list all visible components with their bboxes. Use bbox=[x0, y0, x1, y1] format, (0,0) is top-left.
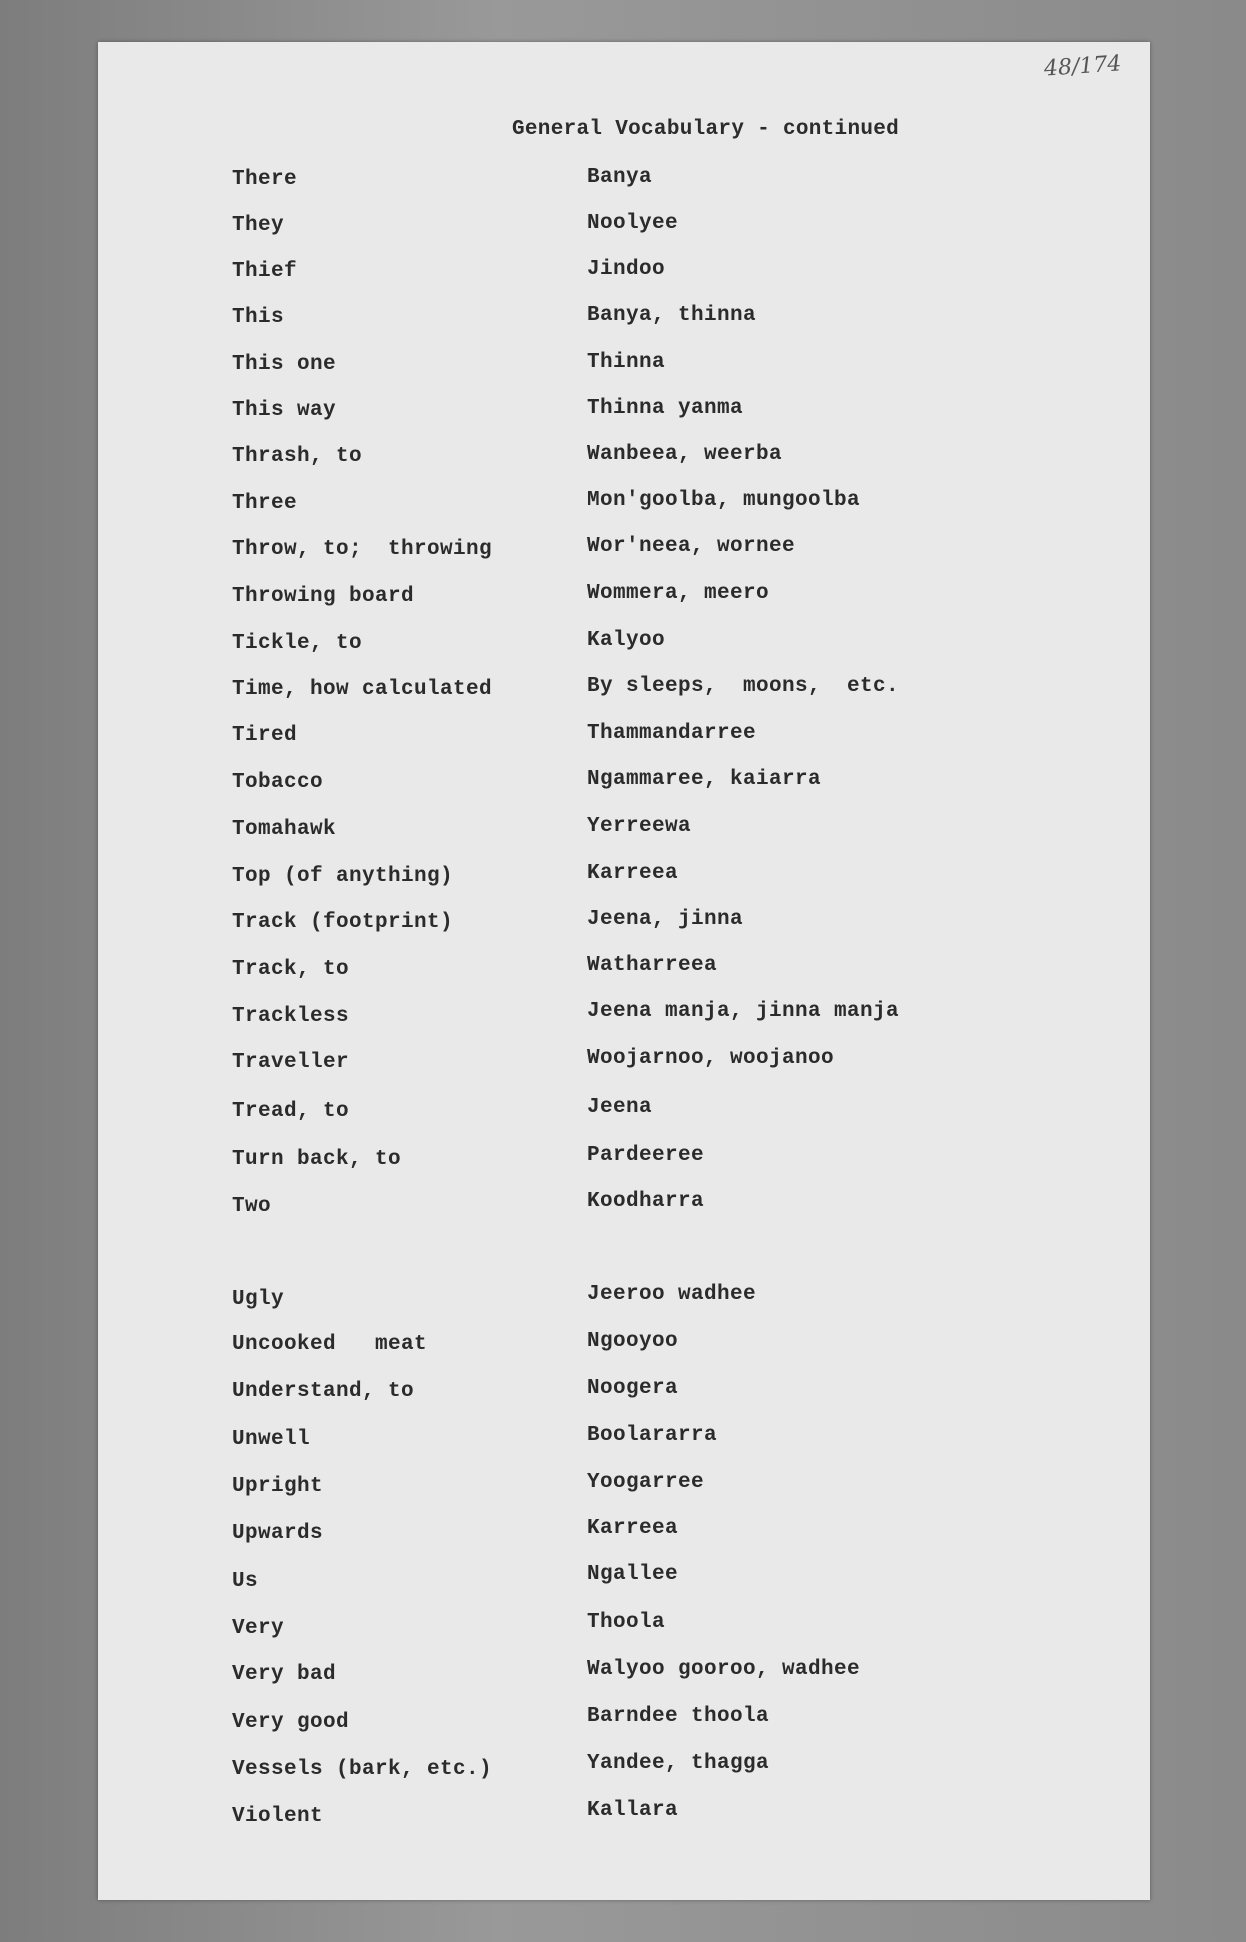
vocab-term: This one bbox=[232, 353, 337, 376]
vocab-term: Throw, to; throwing bbox=[232, 538, 493, 561]
vocab-term: Tickle, to bbox=[232, 632, 363, 655]
vocab-translation: Noolyee bbox=[587, 212, 679, 235]
vocab-translation: Jeena manja, jinna manja bbox=[587, 1000, 900, 1023]
vocab-term: Uncooked meat bbox=[232, 1333, 428, 1356]
vocab-term: Upwards bbox=[232, 1522, 324, 1545]
vocab-term: Turn back, to bbox=[232, 1148, 402, 1171]
vocab-translation: Koodharra bbox=[587, 1190, 705, 1213]
vocab-term: Three bbox=[232, 492, 298, 515]
vocab-translation: Kallara bbox=[587, 1799, 679, 1822]
vocab-translation: Banya bbox=[587, 166, 653, 189]
vocab-translation: Wor'neea, wornee bbox=[587, 535, 796, 558]
vocab-translation: Thinna yanma bbox=[587, 397, 744, 420]
vocab-term: They bbox=[232, 214, 285, 237]
vocab-term: Very bad bbox=[232, 1663, 337, 1686]
vocab-term: Track, to bbox=[232, 958, 350, 981]
vocab-term: Top (of anything) bbox=[232, 865, 454, 888]
vocab-term: Vessels (bark, etc.) bbox=[232, 1758, 493, 1781]
vocab-translation: Yandee, thagga bbox=[587, 1752, 770, 1775]
page-number: 48/174 bbox=[1043, 51, 1123, 82]
vocab-term: Tobacco bbox=[232, 771, 324, 794]
vocab-translation: Yerreewa bbox=[587, 815, 692, 838]
vocab-translation: Jindoo bbox=[587, 258, 666, 281]
vocab-translation: By sleeps, moons, etc. bbox=[587, 675, 900, 698]
vocab-translation: Wommera, meero bbox=[587, 582, 770, 605]
vocab-translation: Woojarnoo, woojanoo bbox=[587, 1047, 835, 1070]
vocab-translation: Kalyoo bbox=[587, 629, 666, 652]
vocab-translation: Walyoo gooroo, wadhee bbox=[587, 1658, 861, 1681]
vocab-term: Tired bbox=[232, 724, 298, 747]
vocab-translation: Boolararra bbox=[587, 1424, 718, 1447]
vocab-translation: Wanbeea, weerba bbox=[587, 443, 783, 466]
vocab-translation: Mon'goolba, mungoolba bbox=[587, 489, 861, 512]
vocab-term: Ugly bbox=[232, 1288, 285, 1311]
vocab-term: Thrash, to bbox=[232, 445, 363, 468]
vocab-term: Very bbox=[232, 1617, 285, 1640]
vocab-term: There bbox=[232, 168, 298, 191]
vocab-term: Trackless bbox=[232, 1005, 350, 1028]
vocab-translation: Jeena bbox=[587, 1096, 653, 1119]
vocab-term: Throwing board bbox=[232, 585, 415, 608]
vocab-term: Very good bbox=[232, 1711, 350, 1734]
vocab-term: Upright bbox=[232, 1475, 324, 1498]
vocab-term: Violent bbox=[232, 1805, 324, 1828]
vocab-translation: Karreea bbox=[587, 1517, 679, 1540]
vocab-translation: Ngooyoo bbox=[587, 1330, 679, 1353]
vocab-translation: Thinna bbox=[587, 351, 666, 374]
vocab-term: Tomahawk bbox=[232, 818, 337, 841]
vocab-term: Understand, to bbox=[232, 1380, 415, 1403]
vocab-translation: Pardeeree bbox=[587, 1144, 705, 1167]
vocab-term: Two bbox=[232, 1195, 272, 1218]
vocab-translation: Ngammaree, kaiarra bbox=[587, 768, 822, 791]
vocab-term: This way bbox=[232, 399, 337, 422]
vocab-term: Thief bbox=[232, 260, 298, 283]
vocab-term: Tread, to bbox=[232, 1100, 350, 1123]
vocab-term: Track (footprint) bbox=[232, 911, 454, 934]
vocab-translation: Thammandarree bbox=[587, 722, 757, 745]
vocab-translation: Noogera bbox=[587, 1377, 679, 1400]
vocab-term: Traveller bbox=[232, 1051, 350, 1074]
vocab-term: Us bbox=[232, 1570, 259, 1593]
vocab-translation: Barndee thoola bbox=[587, 1705, 770, 1728]
vocab-translation: Banya, thinna bbox=[587, 304, 757, 327]
vocab-translation: Jeeroo wadhee bbox=[587, 1283, 757, 1306]
vocab-translation: Ngallee bbox=[587, 1563, 679, 1586]
vocab-term: Unwell bbox=[232, 1428, 311, 1451]
vocab-term: Time, how calculated bbox=[232, 678, 493, 701]
vocab-translation: Yoogarree bbox=[587, 1471, 705, 1494]
vocab-translation: Karreea bbox=[587, 862, 679, 885]
vocab-term: This bbox=[232, 306, 285, 329]
vocab-translation: Jeena, jinna bbox=[587, 908, 744, 931]
vocab-translation: Watharreea bbox=[587, 954, 718, 977]
page-heading: General Vocabulary - continued bbox=[512, 118, 900, 141]
vocab-translation: Thoola bbox=[587, 1611, 666, 1634]
